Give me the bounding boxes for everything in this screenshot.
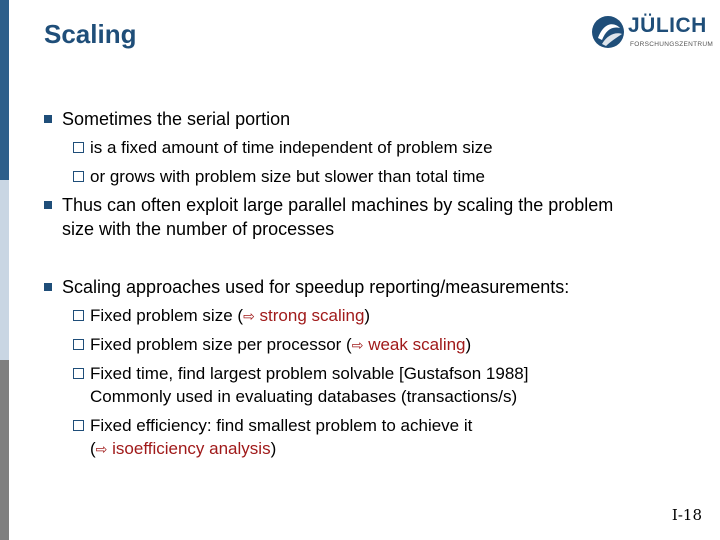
bullet-scaling-approaches: Scaling approaches used for speedup reporting/measurements:: [62, 275, 702, 299]
square-bullet-icon: [44, 115, 52, 123]
square-bullet-icon: [44, 201, 52, 209]
subbullet-fixed-time: is a fixed amount of time independent of problem size: [90, 136, 690, 159]
bullet-exploit-parallel: Thus can often exploit large parallel machines by scaling the problem size with the number of processes: [62, 193, 702, 241]
square-bullet-icon: [44, 283, 52, 291]
isoefficiency-analysis-link: isoefficiency analysis: [112, 439, 271, 458]
hollow-square-bullet-icon: [73, 142, 84, 153]
slide-title: Scaling: [44, 19, 137, 49]
hollow-square-bullet-icon: [73, 310, 84, 321]
logo-subtitle: FORSCHUNGSZENTRUM: [630, 41, 714, 48]
weak-scaling-link: weak scaling: [368, 335, 466, 354]
subbullet-fixed-efficiency: Fixed efficiency: find smallest problem to achieve it (⇨ isoefficiency analysis): [90, 414, 690, 461]
page-number: I-18: [671, 506, 702, 524]
hollow-square-bullet-icon: [73, 171, 84, 182]
subbullet-grows: or grows with problem size but slower than total time: [90, 165, 690, 188]
subbullet-strong-scaling: Fixed problem size (⇨ strong scaling): [90, 304, 690, 328]
right-arrow-icon: ⇨: [95, 441, 108, 457]
logo-wordmark: JÜLICH: [628, 14, 707, 37]
hollow-square-bullet-icon: [73, 339, 84, 350]
strong-scaling-link: strong scaling: [259, 306, 365, 325]
bullet-serial-portion: Sometimes the serial portion: [62, 107, 702, 131]
right-arrow-icon: ⇨: [243, 308, 255, 324]
subbullet-weak-scaling: Fixed problem size per processor (⇨ weak scaling): [90, 333, 690, 357]
hollow-square-bullet-icon: [73, 368, 84, 379]
hollow-square-bullet-icon: [73, 420, 84, 431]
subbullet-fixed-time-gustafson: Fixed time, find largest problem solvable [Gustafson 1988] Commonly used in evaluating databases (transactions/s): [90, 362, 690, 408]
right-arrow-icon: ⇨: [351, 337, 364, 353]
